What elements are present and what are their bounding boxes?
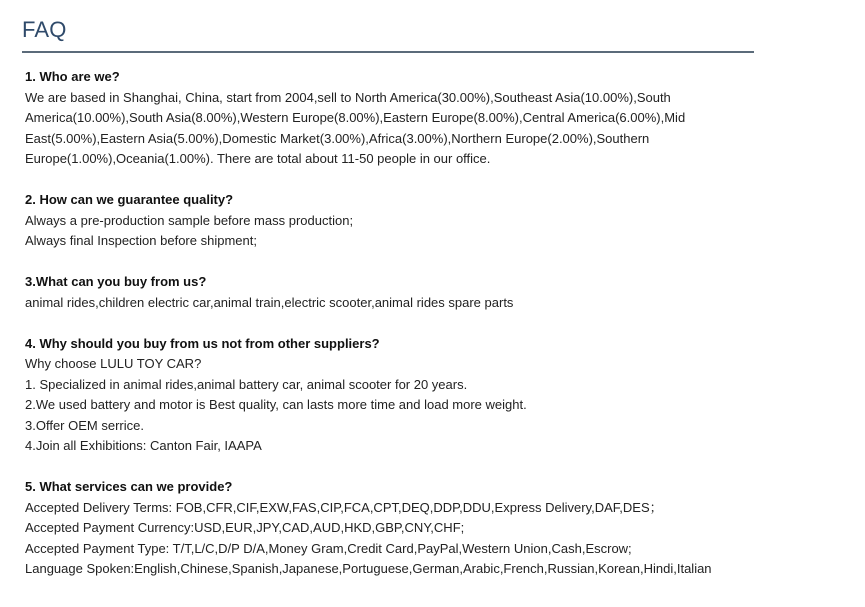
faq-question: 2. How can we guarantee quality?	[25, 192, 234, 207]
faq-answer-line: Always final Inspection before shipment;	[25, 233, 257, 248]
faq-answer-line: Accepted Payment Currency:USD,EUR,JPY,CAD,AUD,HKD,GBP,CNY,CHF;	[25, 520, 465, 535]
faq-answer-line: Language Spoken:English,Chinese,Spanish,Japanese,Portuguese,German,Arabic,French,Russian,Korean,Hindi,Italian	[25, 561, 712, 576]
faq-answer-line: We are based in Shanghai, China, start from 2004,sell to North America(30.00%),Southeast Asia(10.00%),South	[25, 89, 671, 105]
faq-question: 5. What services can we provide?	[25, 479, 233, 494]
faq-item-services	[25, 477, 785, 580]
faq-answer-line: Accepted Delivery Terms: FOB,CFR,CIF,EXW,FAS,CIP,FCA,CPT,DEQ,DDP,DDU,Express Delivery,DAF,DES；	[25, 499, 663, 515]
faq-answer-line: East(5.00%),Eastern Asia(5.00%),Domestic Market(3.00%),Africa(3.00%),Northern Europe(2.00%),Southern	[25, 130, 650, 146]
faq-answer-line: Europe(1.00%),Oceania(1.00%). There are total about 11-50 people in our office.	[25, 151, 491, 166]
faq-item-why-us	[25, 334, 785, 457]
page-title: FAQ	[22, 17, 67, 42]
faq-header	[22, 14, 754, 53]
faq-question: 3.What can you buy from us?	[25, 274, 207, 289]
faq-question: 4. Why should you buy from us not from other suppliers?	[25, 335, 380, 351]
faq-item-who-are-we	[25, 67, 785, 170]
faq-answer-line: Accepted Payment Type: T/T,L/C,D/P D/A,Money Gram,Credit Card,PayPal,Western Union,Cash,Escrow;	[25, 540, 632, 556]
faq-answer-line: Why choose LULU TOY CAR?	[25, 356, 202, 371]
faq-answer-line: America(10.00%),South Asia(8.00%),Western Europe(8.00%),Eastern Europe(8.00%),Central America(6.00%),Mid	[25, 110, 686, 125]
faq-answer-line: 1. Specialized in animal rides,animal battery car, animal scooter for 20 years.	[25, 376, 468, 392]
faq-answer-line: animal rides,children electric car,animal train,electric scooter,animal rides spare parts	[25, 294, 514, 310]
faq-question: 1. Who are we?	[25, 69, 120, 84]
faq-answer-line: 4.Join all Exhibitions: Canton Fair, IAAPA	[25, 438, 262, 453]
faq-content	[25, 67, 785, 580]
faq-answer-line: 2.We used battery and motor is Best quality, can lasts more time and load more weight.	[25, 397, 527, 412]
faq-answer-line: 3.Offer OEM serrice.	[25, 417, 144, 433]
faq-answer-line: Always a pre-production sample before mass production;	[25, 212, 354, 228]
faq-item-quality	[25, 190, 785, 252]
faq-item-products	[25, 272, 785, 313]
